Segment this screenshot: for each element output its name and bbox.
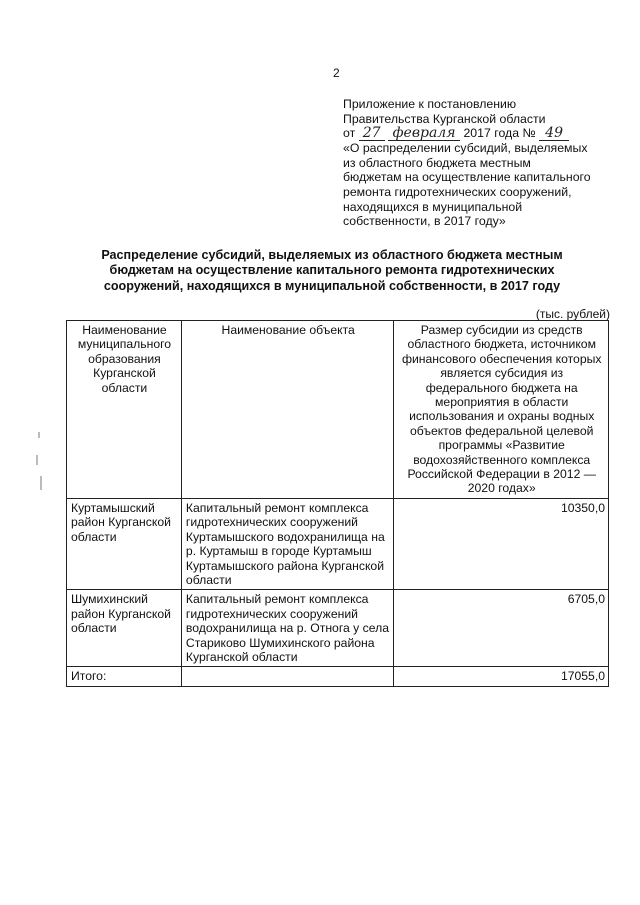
- total-amount: 17055,0: [394, 667, 609, 686]
- title-line: сооружений, находящихся в муниципальной собственности, в 2017 году: [103, 278, 561, 293]
- appendix-line-1: Приложение к постановлению: [343, 97, 517, 111]
- scan-artifact: [38, 432, 40, 438]
- cell-object: Капитальный ремонт комплекса гидротехнических сооружений Куртамышского водохранилища на р. Куртамыш в городе Куртамыш Куртамышского района Курганской области: [181, 498, 394, 589]
- cell-municipality: Шумихинский район Курганской области: [67, 590, 182, 667]
- appendix-desc-line: из областного бюджета местным: [343, 155, 531, 170]
- table-row: [67, 590, 609, 667]
- appendix-desc-line: собственности, в 2017 году»: [343, 214, 506, 229]
- page-number: 2: [333, 66, 340, 80]
- handwritten-number: 49: [539, 127, 569, 141]
- scan-artifact: [36, 455, 38, 465]
- cell-amount: 6705,0: [394, 590, 609, 667]
- header-amount: Размер субсидии из средств областного бюджета, источником финансового обеспечения которых является субсидия из федерального бюджета на мероприятия в области использования и охраны водных объектов федеральной целевой программы «Развитие водохозяйственного комплекса Российской Федерации в 2012 — 2020 годах»: [394, 321, 609, 499]
- header-object: Наименование объекта: [181, 321, 394, 499]
- appendix-line-2: Правительства Курганской области: [343, 111, 546, 126]
- appendix-desc-line: ремонта гидротехнических сооружений,: [343, 184, 572, 199]
- appendix-date-line: [343, 126, 611, 141]
- table-total-row: [67, 667, 609, 686]
- table-header-row: [67, 321, 609, 499]
- document-title: [60, 248, 604, 294]
- subsidy-table: [66, 320, 609, 687]
- appendix-block: [343, 97, 611, 229]
- handwritten-day: 27: [359, 127, 385, 141]
- table-row: [67, 498, 609, 589]
- scan-artifact: [40, 476, 42, 490]
- appendix-desc-line: находящихся в муниципальной: [343, 199, 523, 214]
- cell-municipality: Куртамышский район Курганской области: [67, 498, 182, 589]
- title-line: Распределение субсидий, выделяемых из областного бюджета местным: [101, 248, 563, 262]
- title-line: бюджетам на осуществление капитального ремонта гидротехнических: [109, 263, 555, 278]
- header-municipality: Наименование муниципального образования Курганской области: [67, 321, 182, 499]
- cell-object: Капитальный ремонт комплекса гидротехнических сооружений водохранилища на р. Отнога у села Стариково Шумихинского района Курганской области: [181, 590, 394, 667]
- total-label: Итого:: [67, 667, 182, 686]
- handwritten-month: февраля: [388, 127, 460, 141]
- from-label: от: [343, 126, 356, 141]
- appendix-desc-line: «О распределении субсидий, выделяемых: [343, 141, 588, 156]
- units-label: (тыс. рублей): [535, 307, 610, 321]
- cell-amount: 10350,0: [394, 498, 609, 589]
- appendix-desc-line: бюджетам на осуществление капитального: [343, 170, 591, 185]
- total-object: [181, 667, 394, 686]
- year-text: 2017 года №: [463, 126, 536, 141]
